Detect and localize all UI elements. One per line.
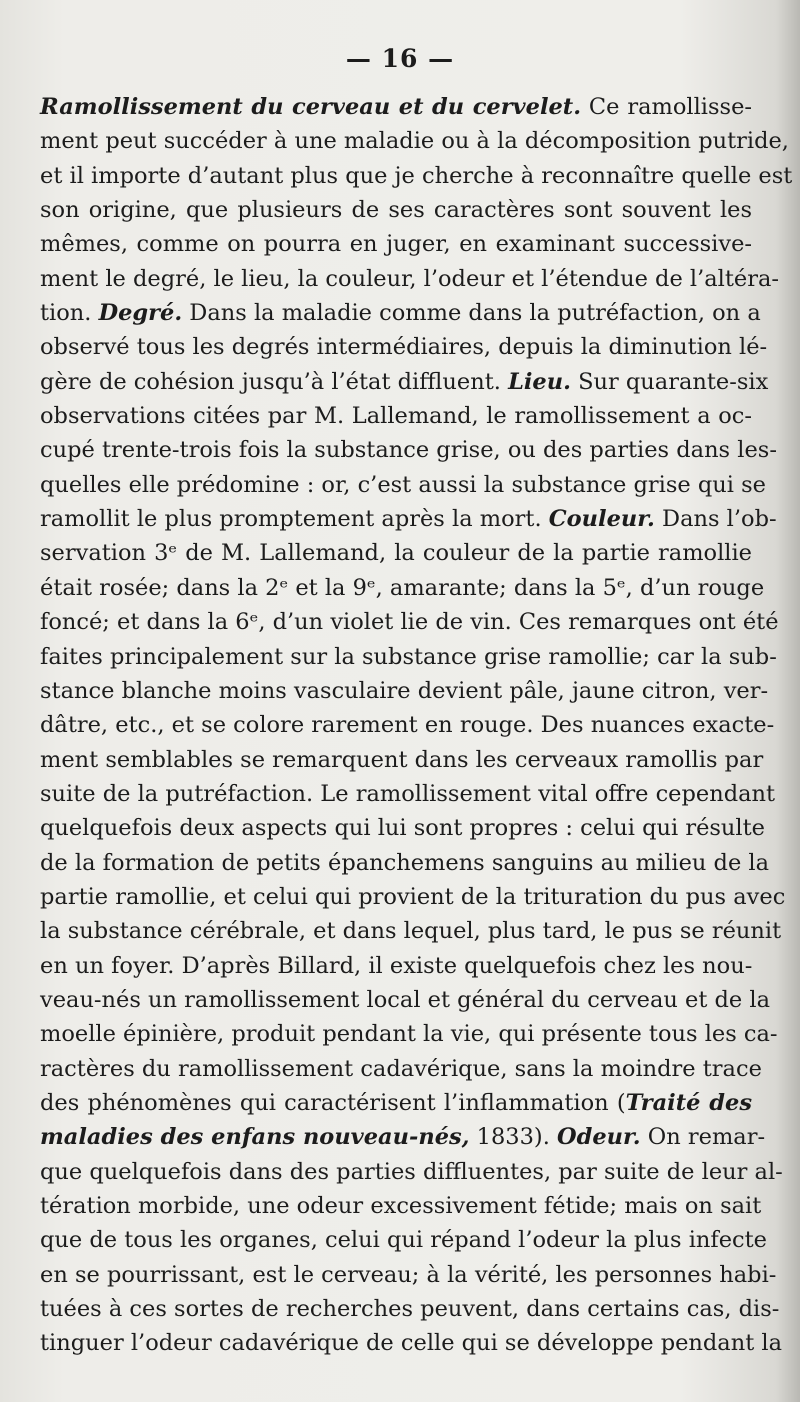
text-line (40, 124, 789, 158)
italic-heading: Degré. (98, 300, 183, 327)
text-run: en un foyer. D’après Billard, il existe quelquefois chez les nou- (40, 952, 753, 979)
text-run: que de tous les organes, celui qui répand l’odeur la plus infecte (40, 1227, 767, 1254)
text-run: dâtre, etc., et se colore rarement en rouge. Des nuances exacte- (40, 712, 775, 739)
text-line (40, 708, 775, 742)
text-run: ment peut succéder à une maladie ou à la décomposition putride, (40, 128, 789, 155)
text-line (40, 536, 752, 570)
text-run: Sur quarante-six (570, 368, 769, 395)
text-run: de la formation de petits épanchemens sanguins au milieu de la (40, 849, 770, 876)
text-run: Dans la maladie comme dans la putréfaction, on a (182, 300, 761, 327)
text-run: foncé; et dans la 6ᵉ, d’un violet lie de vin. Ces remarques ont été (40, 609, 779, 636)
text-run: tinguer l’odeur cadavérique de celle qui se développe pendant la (40, 1330, 783, 1357)
italic-heading: maladies des enfans nouveau-nés, (40, 1124, 470, 1151)
text-line (40, 743, 764, 777)
text-run: Ce ramollisse- (581, 94, 752, 120)
text-line (40, 365, 769, 399)
text-run: suite de la putréfaction. Le ramollissement vital offre cependant (40, 780, 776, 807)
text-line (40, 227, 752, 261)
text-run: tuées à ces sortes de recherches peuvent, dans certains cas, dis- (40, 1296, 780, 1323)
italic-heading: Lieu. (508, 368, 571, 395)
text-run: et il importe d’autant plus que je cherche à reconnaître quelle est (40, 162, 793, 189)
text-line (40, 1189, 762, 1223)
text-line (40, 296, 761, 330)
text-line (40, 1258, 777, 1292)
text-line (40, 1326, 783, 1360)
text-line (40, 90, 752, 124)
text-line (40, 1120, 766, 1154)
text-line (40, 846, 770, 880)
text-line (40, 262, 780, 296)
text-run: On remar- (640, 1124, 766, 1151)
text-run: en se pourrissant, est le cerveau; à la vérité, les personnes habi- (40, 1261, 777, 1288)
text-run: servation 3ᵉ de M. Lallemand, la couleur de la partie ramollie (40, 540, 752, 567)
text-run: mêmes, comme on pourra en juger, en examinant successive- (40, 231, 752, 258)
text-run: faites principalement sur la substance grise ramollie; car la sub- (40, 643, 777, 670)
text-run: Dans l’ob- (654, 506, 777, 533)
text-run: que quelquefois dans des parties diffluentes, par suite de leur al- (40, 1158, 783, 1185)
italic-heading: Ramollissement du cerveau et du cervelet. (40, 94, 582, 120)
text-line (40, 674, 769, 708)
text-run: moelle épinière, produit pendant la vie, qui présente tous les ca- (40, 1021, 778, 1048)
text-run: ment le degré, le lieu, la couleur, l’odeur et l’étendue de l’altéra- (40, 265, 780, 292)
text-run: partie ramollie, et celui qui provient de la trituration du pus avec (40, 883, 786, 910)
text-line (40, 193, 752, 227)
text-run: observations citées par M. Lallemand, le ramollissement a oc- (40, 403, 752, 430)
italic-heading: Couleur. (548, 506, 655, 533)
text-run: quelles elle prédomine : or, c’est aussi la substance grise qui se (40, 471, 766, 498)
text-run: gère de cohésion jusqu’à l’état diffluent. (40, 368, 509, 395)
italic-heading: Odeur. (557, 1124, 641, 1151)
text-line (40, 1017, 778, 1051)
text-run: 1833). (469, 1124, 558, 1151)
text-run: était rosée; dans la 2ᵉ et la 9ᵉ, amarante; dans la 5ᵉ, d’un rouge (40, 574, 765, 601)
text-line (40, 880, 786, 914)
text-run: des phénomènes qui caractérisent l’inflammation ( (40, 1089, 626, 1116)
text-run: ractères du ramollissement cadavérique, sans la moindre trace (40, 1055, 762, 1082)
text-run: son origine, que plusieurs de ses caractères sont souvent les (40, 197, 752, 224)
text-line (40, 949, 752, 983)
text-run: observé tous les degrés intermédiaires, depuis la diminution lé- (40, 334, 768, 361)
text-line (40, 983, 771, 1017)
text-run: cupé trente-trois fois la substance grise, ou des parties dans les- (40, 437, 777, 464)
text-line (40, 914, 782, 948)
page-number: — 16 — (345, 44, 455, 73)
text-run: ramollit le plus promptement après la mort. (40, 506, 549, 533)
text-line (40, 571, 765, 605)
text-run: tion. (40, 300, 99, 327)
text-line (40, 605, 779, 639)
text-run: quelquefois deux aspects qui lui sont propres : celui qui résulte (40, 815, 765, 842)
text-run: veau-nés un ramollissement local et général du cerveau et de la (40, 986, 771, 1013)
text-line (40, 1086, 752, 1120)
text-line (40, 468, 766, 502)
text-line (40, 330, 768, 364)
italic-heading: Traité des (625, 1089, 753, 1116)
body-text (40, 90, 793, 1361)
text-line (40, 1155, 783, 1189)
text-run: la substance cérébrale, et dans lequel, plus tard, le pus se réunit (40, 918, 782, 945)
text-line (40, 399, 752, 433)
text-line (40, 1292, 780, 1326)
text-line (40, 159, 793, 193)
text-line (40, 640, 777, 674)
text-line (40, 811, 765, 845)
text-run: tération morbide, une odeur excessivement fétide; mais on sait (40, 1193, 762, 1219)
text-line (40, 1223, 767, 1257)
text-line (40, 502, 777, 536)
text-line (40, 1052, 762, 1086)
text-run: stance blanche moins vasculaire devient pâle, jaune citron, ver- (40, 677, 769, 704)
text-run: ment semblables se remarquent dans les cerveaux ramollis par (40, 746, 764, 773)
text-line (40, 777, 776, 811)
text-line (40, 433, 777, 467)
